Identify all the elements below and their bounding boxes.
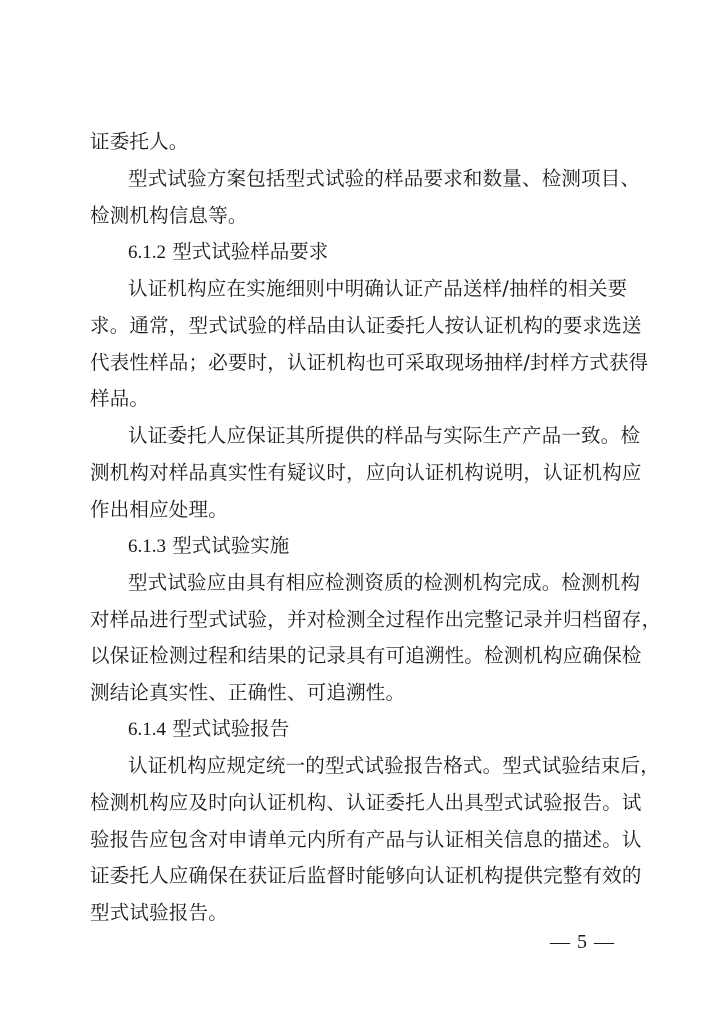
text-line: 认证委托人应保证其所提供的样品与实际生产产品一致。检	[128, 424, 641, 447]
section-number: 6.1.2	[128, 242, 166, 263]
text-line: 作出相应处理。	[90, 498, 228, 521]
text-line: 型式试验应由具有相应检测资质的检测机构完成。检测机构	[128, 571, 641, 594]
text-line: 测机构对样品真实性有疑议时，应向认证机构说明，认证机构应	[90, 461, 642, 484]
section-number: 6.1.3	[128, 536, 166, 557]
section-number: 6.1.4	[128, 719, 166, 740]
text-line: 求。通常，型式试验的样品由认证委托人按认证机构的要求选送	[90, 314, 642, 337]
section-heading-6-1-3	[128, 534, 289, 559]
text-line: 测结论真实性、正确性、可追溯性。	[90, 681, 406, 704]
section-title: 型式试验样品要求	[172, 240, 329, 263]
section-heading-6-1-2	[128, 240, 328, 265]
text-line: 以保证检测过程和结果的记录具有可追溯性。检测机构应确保检	[90, 644, 642, 667]
text-line: 认证机构应规定统一的型式试验报告格式。型式试验结束后，	[128, 754, 660, 777]
text-line: 证委托人应确保在获证后监督时能够向认证机构提供完整有效的	[90, 864, 642, 887]
text-line: 样品。	[90, 387, 150, 410]
section-title: 型式试验报告	[172, 717, 290, 740]
text-line: 型式试验方案包括型式试验的样品要求和数量、检测项目、	[128, 167, 641, 190]
text-line: 检测机构信息等。	[90, 204, 248, 227]
text-line: 验报告应包含对申请单元内所有产品与认证相关信息的描述。认	[90, 828, 642, 851]
text-line: 检测机构应及时向认证机构、认证委托人出具型式试验报告。试	[90, 791, 642, 814]
page-number: — 5 —	[550, 931, 615, 953]
text-line: 代表性样品；必要时，认证机构也可采取现场抽样/封样方式获得	[90, 351, 649, 374]
text-line: 对样品进行型式试验，并对检测全过程作出完整记录并归档留存，	[90, 608, 662, 631]
section-title: 型式试验实施	[172, 534, 290, 557]
section-heading-6-1-4	[128, 717, 289, 742]
text-line: 型式试验报告。	[90, 901, 228, 924]
text-line: 认证机构应在实施细则中明确认证产品送样/抽样的相关要	[128, 277, 628, 300]
text-line: 证委托人。	[90, 130, 189, 153]
